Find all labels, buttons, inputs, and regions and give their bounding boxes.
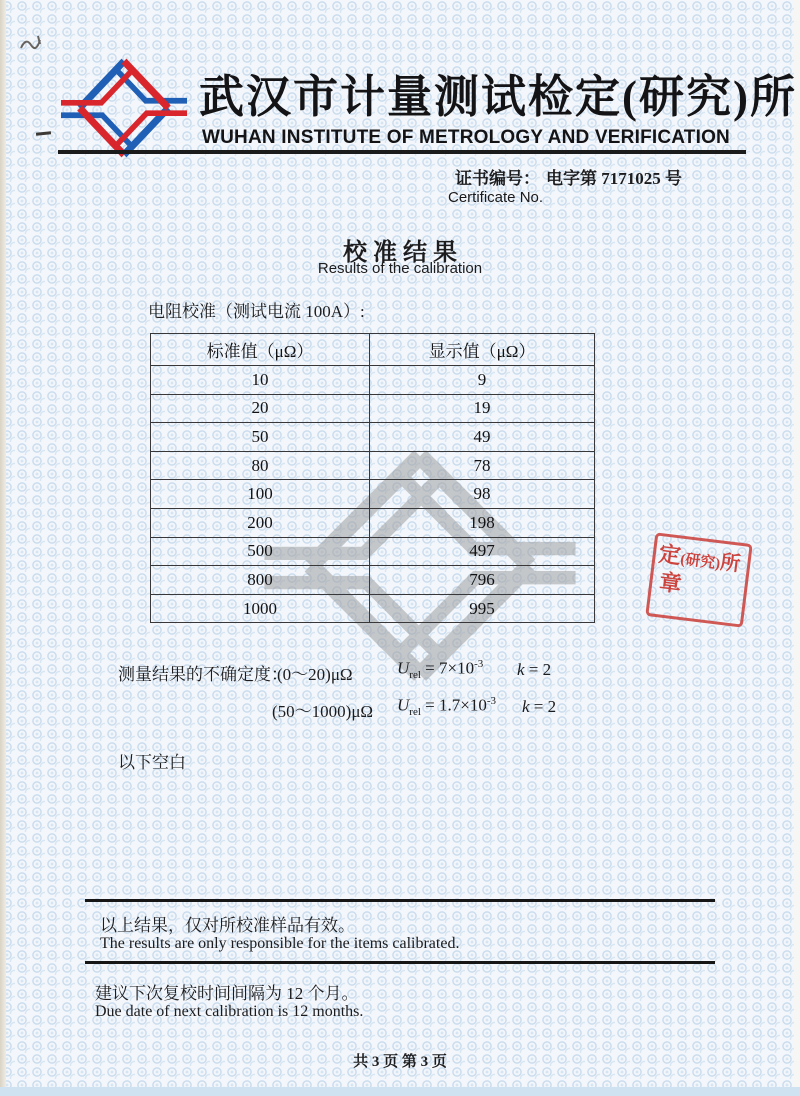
table-header-row bbox=[151, 334, 595, 366]
uncertainty-label: 测量结果的不确定度： bbox=[118, 665, 288, 684]
coverage-factor-1 bbox=[517, 660, 551, 680]
due-date-note-chinese: 建议下次复校时间间隔为 12 个月。 bbox=[95, 984, 359, 1003]
u-symbol: U bbox=[397, 695, 410, 715]
table-cell: 995 bbox=[370, 594, 595, 623]
coverage-factor-2 bbox=[522, 697, 556, 717]
table-cell: 796 bbox=[370, 566, 595, 595]
table-cell: 49 bbox=[370, 423, 595, 452]
table-cell: 497 bbox=[370, 537, 595, 566]
table-row bbox=[151, 451, 595, 480]
scan-artifact-dash bbox=[36, 131, 51, 136]
table-cell: 500 bbox=[151, 537, 370, 566]
table-row bbox=[151, 394, 595, 423]
u-value: = 1.7×10 bbox=[425, 695, 487, 715]
k-value: = 2 bbox=[533, 697, 557, 716]
table-row bbox=[151, 480, 595, 509]
table-cell: 200 bbox=[151, 508, 370, 537]
k-value: = 2 bbox=[528, 660, 552, 679]
calibration-table bbox=[150, 333, 595, 623]
k-symbol: k bbox=[522, 697, 530, 716]
table-cell: 78 bbox=[370, 451, 595, 480]
certificate-number-line bbox=[455, 164, 682, 189]
table-cell: 800 bbox=[151, 566, 370, 595]
table-cell: 198 bbox=[370, 508, 595, 537]
certificate-number: 电字第 7171025 号 bbox=[546, 169, 682, 188]
footer-rule-bottom bbox=[85, 961, 715, 964]
validity-note-english: The results are only responsible for the items calibrated. bbox=[100, 935, 460, 952]
footer-rule-top bbox=[85, 899, 715, 902]
u-exponent: -3 bbox=[474, 658, 484, 670]
certificate-label-cn: 证书编号： bbox=[455, 169, 540, 188]
uncertainty-value-2 bbox=[397, 695, 496, 718]
u-symbol: U bbox=[397, 658, 410, 678]
results-title-chinese: 校 准 结 果 bbox=[343, 240, 457, 266]
uncertainty-range-2: (50～1000)μΩ bbox=[272, 702, 374, 721]
table-cell: 19 bbox=[370, 394, 595, 423]
table-row bbox=[151, 566, 595, 595]
table-cell: 20 bbox=[151, 394, 370, 423]
table-cell: 98 bbox=[370, 480, 595, 509]
table-cell: 9 bbox=[370, 366, 595, 395]
stamp-paren: (研究) bbox=[679, 551, 722, 573]
table-row bbox=[151, 537, 595, 566]
uncertainty-range-1: (0～20)μΩ bbox=[277, 665, 353, 684]
validity-note-chinese: 以上结果，仅对所校准样品有效。 bbox=[100, 916, 355, 935]
table-cell: 10 bbox=[151, 366, 370, 395]
table-cell: 80 bbox=[151, 451, 370, 480]
official-red-stamp bbox=[645, 532, 753, 627]
u-exponent: -3 bbox=[486, 695, 496, 707]
table-header-displayed-value: 显示值（μΩ） bbox=[370, 334, 595, 366]
table-header-standard-value: 标准值（μΩ） bbox=[151, 334, 370, 366]
org-name-english: WUHAN INSTITUTE OF METROLOGY AND VERIFICATION bbox=[202, 127, 730, 148]
table-row bbox=[151, 366, 595, 395]
scan-edge-left bbox=[0, 0, 6, 1096]
scan-edge-bottom bbox=[0, 1087, 800, 1096]
u-subscript: rel bbox=[409, 669, 421, 682]
header-rule bbox=[58, 150, 746, 154]
u-value: = 7×10 bbox=[425, 658, 475, 678]
institute-logo-icon bbox=[60, 56, 188, 160]
org-name-chinese: 武汉市计量测试检定(研究)所 bbox=[199, 72, 797, 122]
table-row bbox=[151, 508, 595, 537]
page-number: 共 3 页 第 3 页 bbox=[353, 1054, 447, 1070]
table-cell: 1000 bbox=[151, 594, 370, 623]
stamp-line-2: 章 bbox=[657, 569, 683, 597]
table-row bbox=[151, 423, 595, 452]
due-date-note-english: Due date of next calibration is 12 months. bbox=[95, 1003, 364, 1020]
u-subscript: rel bbox=[409, 706, 421, 719]
stamp-char: 所 bbox=[718, 551, 742, 576]
certificate-label-en: Certificate No. bbox=[448, 189, 544, 206]
k-symbol: k bbox=[517, 660, 525, 679]
blank-below-note: 以下空白 bbox=[118, 753, 186, 772]
table-cell: 100 bbox=[151, 480, 370, 509]
uncertainty-value-1 bbox=[397, 658, 483, 681]
results-title-english: Results of the calibration bbox=[317, 260, 483, 277]
section-heading: 电阻校准（测试电流 100A）: bbox=[148, 302, 365, 321]
table-cell: 50 bbox=[151, 423, 370, 452]
table-row bbox=[151, 594, 595, 623]
stamp-char: 定 bbox=[657, 541, 683, 569]
scan-artifact-ink-mark bbox=[18, 32, 52, 56]
scan-edge-right bbox=[794, 0, 800, 1096]
